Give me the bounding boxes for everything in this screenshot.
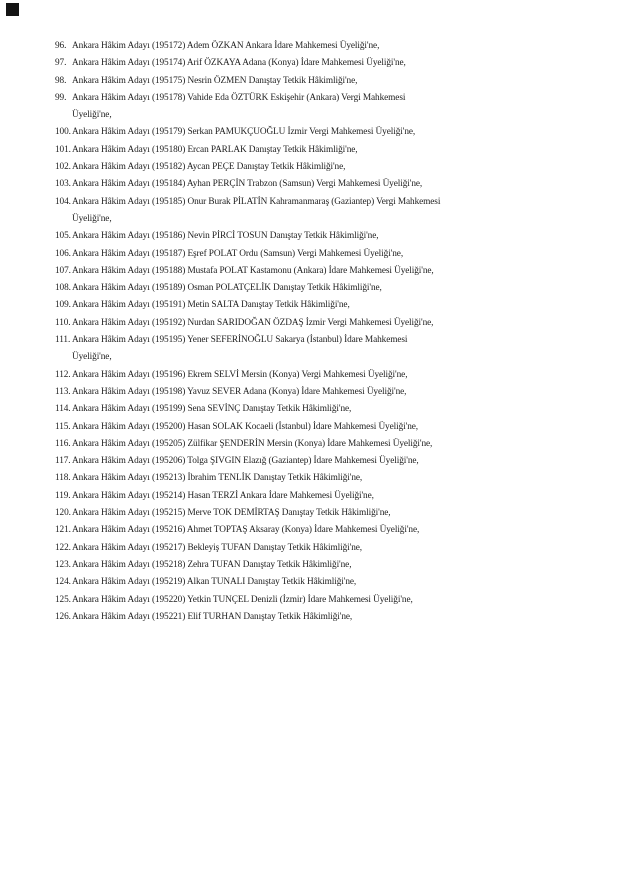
entry-number: 124. bbox=[55, 577, 71, 588]
entry-number: 99. bbox=[55, 92, 67, 103]
entry-number: 108. bbox=[55, 283, 71, 294]
list-item bbox=[55, 73, 583, 90]
entry-number: 118. bbox=[55, 473, 71, 484]
entry-text: Ankara Hâkim Adayı (195216) Ahmet TOPTAŞ Aksaray (Konya) İdare Mahkemesi Üyeliği'ne, bbox=[72, 525, 420, 536]
list-item bbox=[55, 384, 583, 401]
entry-number: 121. bbox=[55, 525, 71, 536]
list-item bbox=[55, 522, 583, 539]
entry-number: 123. bbox=[55, 559, 71, 570]
entry-text: Ankara Hâkim Adayı (195199) Sena SEVİNÇ Danıştay Tetkik Hâkimliği'ne, bbox=[72, 404, 352, 415]
list-item bbox=[55, 488, 583, 505]
entry-text: Ankara Hâkim Adayı (195221) Elif TURHAN Danıştay Tetkik Hâkimliği'ne, bbox=[72, 611, 353, 622]
entry-text: Ankara Hâkim Adayı (195182) Aycan PEÇE Danıştay Tetkik Hâkimliği'ne, bbox=[72, 162, 346, 173]
entry-text: Ankara Hâkim Adayı (195191) Metin SALTA Danıştay Tetkik Hâkimliği'ne, bbox=[72, 300, 350, 311]
list-item bbox=[55, 90, 583, 125]
list-item bbox=[55, 470, 583, 487]
entry-number: 110. bbox=[55, 317, 71, 328]
list-item bbox=[55, 194, 583, 229]
entry-continuation: Üyeliği'ne, bbox=[72, 352, 112, 363]
entry-text: Ankara Hâkim Adayı (195219) Alkan TUNALI Danıştay Tetkik Hâkimliği'ne, bbox=[72, 577, 357, 588]
entry-text: Ankara Hâkim Adayı (195186) Nevin PİRCİ TOSUN Danıştay Tetkik Hâkimliği'ne, bbox=[72, 231, 379, 242]
entry-text: Ankara Hâkim Adayı (195195) Yener SEFERİNOĞLU Sakarya (İstanbul) İdare Mahkemesi bbox=[72, 335, 408, 346]
entry-text: Ankara Hâkim Adayı (195215) Merve TOK DEMİRTAŞ Danıştay Tetkik Hâkimliği'ne, bbox=[72, 508, 391, 519]
entry-text: Ankara Hâkim Adayı (195185) Onur Burak PİLATİN Kahramanmaraş (Gaziantep) Vergi Mahkemesi bbox=[72, 196, 441, 207]
entry-number: 106. bbox=[55, 248, 71, 259]
scan-corner-mark bbox=[6, 3, 19, 16]
list-item bbox=[55, 609, 583, 626]
list-item bbox=[55, 176, 583, 193]
list-item bbox=[55, 453, 583, 470]
list-item bbox=[55, 315, 583, 332]
list-item bbox=[55, 419, 583, 436]
entry-number: 97. bbox=[55, 58, 67, 69]
entry-text: Ankara Hâkim Adayı (195189) Osman POLATÇELİK Danıştay Tetkik Hâkimliği'ne, bbox=[72, 283, 382, 294]
entry-text: Ankara Hâkim Adayı (195192) Nurdan SARIDOĞAN ÖZDAŞ İzmir Vergi Mahkemesi Üyeliği'ne, bbox=[72, 317, 434, 328]
entry-number: 102. bbox=[55, 162, 71, 173]
entry-text: Ankara Hâkim Adayı (195200) Hasan SOLAK Kocaeli (İstanbul) İdare Mahkemesi Üyeliği'ne, bbox=[72, 421, 418, 432]
list-item bbox=[55, 297, 583, 314]
entry-number: 105. bbox=[55, 231, 71, 242]
entry-text: Ankara Hâkim Adayı (195178) Vahide Eda ÖZTÜRK Eskişehir (Ankara) Vergi Mahkemesi bbox=[72, 92, 406, 103]
entry-text: Ankara Hâkim Adayı (195187) Eşref POLAT Ordu (Samsun) Vergi Mahkemesi Üyeliği'ne, bbox=[72, 248, 404, 259]
entry-text: Ankara Hâkim Adayı (195205) Zülfikar ŞENDERİN Mersin (Konya) İdare Mahkemesi Üyeliği'ne, bbox=[72, 438, 433, 449]
list-item bbox=[55, 505, 583, 522]
list-item bbox=[55, 228, 583, 245]
entry-number: 116. bbox=[55, 438, 71, 449]
entry-number: 122. bbox=[55, 542, 71, 553]
entry-text: Ankara Hâkim Adayı (195179) Serkan PAMUKÇUOĞLU İzmir Vergi Mahkemesi Üyeliği'ne, bbox=[72, 127, 416, 138]
list-item bbox=[55, 401, 583, 418]
entry-number: 101. bbox=[55, 144, 71, 155]
list-item bbox=[55, 142, 583, 159]
entry-number: 107. bbox=[55, 265, 71, 276]
list-item bbox=[55, 246, 583, 263]
list-item bbox=[55, 263, 583, 280]
entry-number: 113. bbox=[55, 386, 71, 397]
entry-continuation: Üyeliği'ne, bbox=[72, 213, 112, 224]
entry-text: Ankara Hâkim Adayı (195213) İbrahim TENLİK Danıştay Tetkik Hâkimliği'ne, bbox=[72, 473, 363, 484]
entry-number: 98. bbox=[55, 75, 67, 86]
entry-number: 126. bbox=[55, 611, 71, 622]
entry-text: Ankara Hâkim Adayı (195214) Hasan TERZİ Ankara İdare Mahkemesi Üyeliği'ne, bbox=[72, 490, 374, 501]
entry-text: Ankara Hâkim Adayı (195174) Arif ÖZKAYA Adana (Konya) İdare Mahkemesi Üyeliği'ne, bbox=[72, 58, 406, 69]
entry-continuation: Üyeliği'ne, bbox=[72, 110, 112, 121]
list-item bbox=[55, 124, 583, 141]
document-page bbox=[55, 38, 583, 626]
entry-text: Ankara Hâkim Adayı (195220) Yetkin TUNÇEL Denizli (İzmir) İdare Mahkemesi Üyeliği'ne, bbox=[72, 594, 413, 605]
list-item bbox=[55, 557, 583, 574]
entry-number: 119. bbox=[55, 490, 71, 501]
entry-number: 96. bbox=[55, 41, 67, 51]
entry-text: Ankara Hâkim Adayı (195175) Nesrin ÖZMEN Danıştay Tetkik Hâkimliği'ne, bbox=[72, 75, 358, 86]
entry-number: 100. bbox=[55, 127, 71, 138]
list-item bbox=[55, 55, 583, 72]
entry-text: Ankara Hâkim Adayı (195217) Bekleyiş TUFAN Danıştay Tetkik Hâkimliği'ne, bbox=[72, 542, 362, 553]
list-item bbox=[55, 38, 583, 55]
entry-text: Ankara Hâkim Adayı (195180) Ercan PARLAK Danıştay Tetkik Hâkimliği'ne, bbox=[72, 144, 358, 155]
entry-number: 104. bbox=[55, 196, 71, 207]
entry-number: 112. bbox=[55, 369, 71, 380]
entry-number: 117. bbox=[55, 456, 71, 467]
entry-text: Ankara Hâkim Adayı (195172) Adem ÖZKAN Ankara İdare Mahkemesi Üyeliği'ne, bbox=[72, 41, 380, 51]
entry-text: Ankara Hâkim Adayı (195198) Yavuz SEVER Adana (Konya) İdare Mahkemesi Üyeliği'ne, bbox=[72, 386, 407, 397]
entry-text: Ankara Hâkim Adayı (195196) Ekrem SELVİ Mersin (Konya) Vergi Mahkemesi Üyeliği'ne, bbox=[72, 369, 408, 380]
entry-number: 114. bbox=[55, 404, 71, 415]
entry-text: Ankara Hâkim Adayı (195218) Zehra TUFAN Danıştay Tetkik Hâkimliği'ne, bbox=[72, 559, 352, 570]
list-item bbox=[55, 592, 583, 609]
list-item bbox=[55, 159, 583, 176]
list-item bbox=[55, 367, 583, 384]
entry-number: 120. bbox=[55, 508, 71, 519]
entry-text: Ankara Hâkim Adayı (195184) Ayhan PERÇİN Trabzon (Samsun) Vergi Mahkemesi Üyeliği'ne, bbox=[72, 179, 423, 190]
entry-number: 125. bbox=[55, 594, 71, 605]
entry-number: 115. bbox=[55, 421, 71, 432]
entry-text: Ankara Hâkim Adayı (195188) Mustafa POLAT Kastamonu (Ankara) İdare Mahkemesi Üyeliği'ne, bbox=[72, 265, 434, 276]
appointment-list bbox=[55, 38, 583, 626]
list-item bbox=[55, 280, 583, 297]
list-item bbox=[55, 332, 583, 367]
entry-number: 103. bbox=[55, 179, 71, 190]
list-item bbox=[55, 574, 583, 591]
entry-number: 111. bbox=[55, 335, 71, 346]
list-item bbox=[55, 436, 583, 453]
entry-number: 109. bbox=[55, 300, 71, 311]
list-item bbox=[55, 540, 583, 557]
entry-text: Ankara Hâkim Adayı (195206) Tolga ŞIVGIN Elazığ (Gaziantep) İdare Mahkemesi Üyeliği'ne, bbox=[72, 456, 419, 467]
